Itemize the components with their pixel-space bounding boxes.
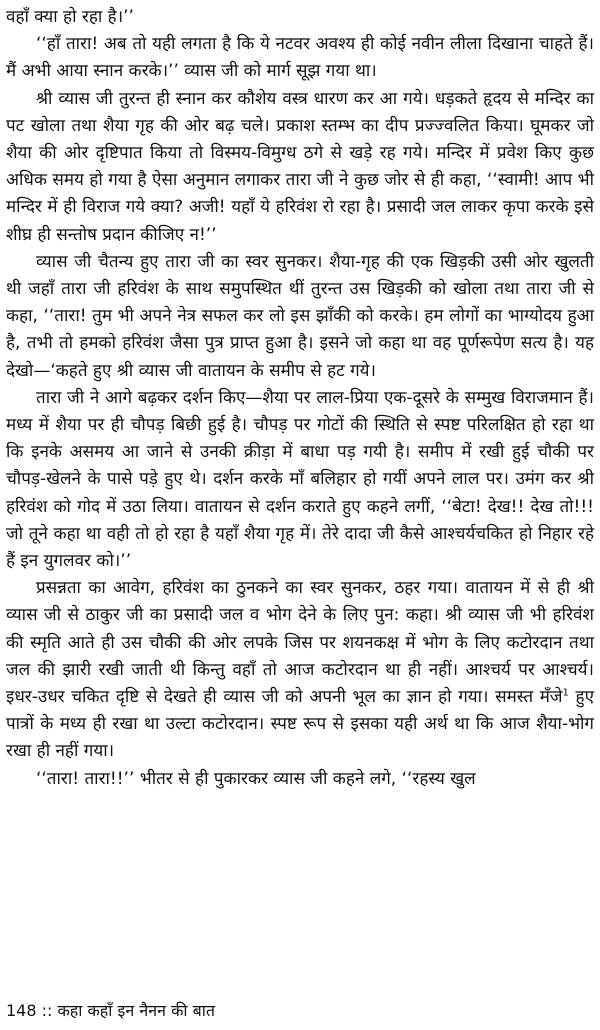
paragraph xyxy=(6,4,594,31)
paragraph xyxy=(6,31,594,85)
paragraph-text: तारा जी ने आगे बढ़कर दर्शन किए—शैया पर लाल-प्रिया एक-दूसरे के सम्मुख विराजमान हैं। मध्य में शैया पर ही चौपड़ बिछी हुई है। चौपड़ पर गोटों की स्थिति से स्पष्ट परिलक्षित हो रहा था कि इनके असमय आ जाने से उनकी क्रीड़ा में बाधा पड़ गयी है। समीप में रखी हुई चौकी पर चौपड़-खेलने के पासे पड़े हुए थे। दर्शन करके माँ बलिहार हो गयीं अपने लाल पर। उमंग कर श्री हरिवंश को गोद में उठा लिया। वातायन से दर्शन कराते हुए कहने लगीं, ‘‘बेटा! देख!! देख तो!!! जो तूने कहा था वही तो हो रहा है यहाँ शैया गृह में। तेरे दादा जी कैसे आश्चर्यचकित हो निहार रहे हैं इन युगलवर को।’’ xyxy=(6,387,594,572)
book-page xyxy=(6,0,594,1030)
paragraph xyxy=(6,766,594,793)
page-footer: 148 :: कहा कहाँ इन नैनन की बात xyxy=(6,1001,215,1020)
paragraph-text: श्री व्यास जी तुरन्त ही स्नान कर कौशेय वस्त्र धारण कर आ गये। धड़कते हृदय से मन्दिर का पट खोला तथा शैया गृह की ओर बढ़ चले। प्रकाश स्तम्भ का दीप प्रज्ज्वलित किया। घूमकर जो शैया की ओर दृष्टिपात किया तो विस्मय-विमुग्ध ठगे से खड़े रह गये। मन्दिर में प्रवेश किए कुछ अधिक समय हो गया है ऐसा अनुमान लगाकर तारा जी ने कुछ जोर से ही कहा, ‘‘स्वामी! आप भी मन्दिर में ही विराज गये क्या? अजी! यहाँ ये हरिवंश रो रहा है। प्रसादी जल लाकर कृपा करके इसे शीघ्र ही सन्तोष प्रदान कीजिए न!’’ xyxy=(6,88,594,245)
paragraph-text: ‘‘हाँ तारा! अब तो यही लगता है कि ये नटवर अवश्य ही कोई नवीन लीला दिखाना चाहते हैं। मैं अभी आया स्नान करके।’’ व्यास जी को मार्ग सूझ गया था। xyxy=(6,34,594,82)
footnote-marker: 1 xyxy=(562,687,569,699)
paragraph xyxy=(6,249,594,385)
paragraph-text-continued: हुए पात्रों के मध्य ही रखा था उल्टा कटोरदान। स्पष्ट रूप से इसका यही अर्थ था कि आज शैया-भोग रखा ही नहीं गया। xyxy=(6,687,594,762)
paragraph-text: ‘‘तारा! तारा!!’’ भीतर से ही पुकारकर व्यास जी कहने लगे, ‘‘रहस्य खुल xyxy=(36,768,476,789)
paragraph xyxy=(6,385,594,575)
paragraph-text: प्रसन्नता का आवेग, हरिवंश का ठुनकने का स्वर सुनकर, ठहर गया। वातायन में से ही श्री व्यास जी से ठाकुर जी का प्रसादी जल व भोग देने के लिए पुन: कहा। श्री व्यास जी भी हरिवंश की स्मृति आते ही उस चौकी की ओर लपके जिस पर शयनकक्ष में भोग के लिए कटोरदान तथा जल की झारी रखी जाती थी किन्तु वहाँ तो आज कटोरदान था ही नहीं। आश्चर्य पर आश्चर्य। इधर-उधर चकित दृष्टि से देखते ही व्यास जी को अपनी भूल का ज्ञान हो गया। समस्त मँजे xyxy=(6,578,594,708)
paragraph-text: वहाँ क्या हो रहा है।’’ xyxy=(6,7,134,27)
body-text xyxy=(6,4,594,793)
paragraph xyxy=(6,86,594,249)
paragraph xyxy=(6,575,594,765)
paragraph-text: व्यास जी चैतन्य हुए तारा जी का स्वर सुनकर। शैया-गृह की एक खिड़की उसी ओर खुलती थी जहाँ तारा जी हरिवंश के साथ समुपस्थित थीं तुरन्त उस खिड़की को खोला तथा तारा जी से कहा, ‘‘तारा! तुम भी अपने नेत्र सफल कर लो इस झाँकी को करके। हम लोगों का भाग्योदय हुआ है, तभी तो हमको हरिवंश जैसा पुत्र प्राप्त हुआ है। इसने जो कहा था वह पूर्णरूपेण सत्य है। यह देखो—‘कहते हुए श्री व्यास जी वातायन के समीप से हट गये। xyxy=(6,251,594,381)
